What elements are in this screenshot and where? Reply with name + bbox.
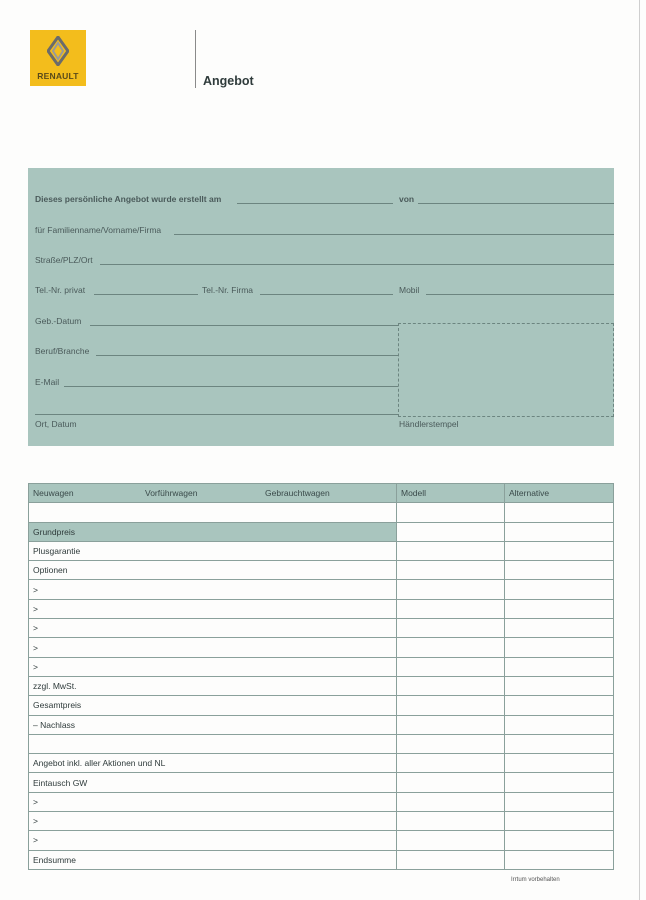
dealer-stamp-box: [398, 323, 614, 417]
alternative-value-cell[interactable]: [505, 619, 614, 638]
table-row: [29, 831, 614, 850]
alternative-value-cell[interactable]: [505, 599, 614, 618]
table-row: [29, 580, 614, 599]
row-label: >: [29, 657, 397, 676]
table-row: [29, 734, 614, 753]
created-date-field[interactable]: [237, 203, 393, 204]
mobile-field[interactable]: [426, 294, 614, 295]
profession-label: Beruf/Branche: [35, 346, 90, 356]
table-row: [29, 503, 614, 522]
row-label: >: [29, 831, 397, 850]
model-value-cell[interactable]: [397, 696, 505, 715]
alternative-value-cell[interactable]: [505, 754, 614, 773]
model-value-cell[interactable]: [397, 754, 505, 773]
model-value-cell[interactable]: [397, 541, 505, 560]
model-value-cell[interactable]: [397, 812, 505, 831]
alternative-value-cell[interactable]: [505, 541, 614, 560]
profession-field[interactable]: [96, 355, 398, 356]
alternative-value-cell[interactable]: [505, 657, 614, 676]
mobile-label: Mobil: [399, 285, 420, 295]
birthdate-field[interactable]: [90, 325, 398, 326]
page-title: Angebot: [203, 74, 254, 88]
row-label: >: [29, 599, 397, 618]
alternative-value-cell[interactable]: [505, 696, 614, 715]
model-value-cell[interactable]: [397, 850, 505, 869]
table-row: [29, 812, 614, 831]
row-label: Gesamtpreis: [29, 696, 397, 715]
model-value-cell[interactable]: [397, 522, 505, 541]
model-value-cell[interactable]: [397, 792, 505, 811]
alternative-value-cell[interactable]: [505, 676, 614, 695]
row-label: >: [29, 638, 397, 657]
table-header: [29, 484, 614, 503]
row-label: Angebot inkl. aller Aktionen und NL: [29, 754, 397, 773]
row-label: >: [29, 580, 397, 599]
header-divider: [195, 30, 196, 88]
table-row: [29, 619, 614, 638]
table-row: [29, 792, 614, 811]
header-demo-car[interactable]: Vorführwagen: [145, 488, 198, 499]
table-row: [29, 657, 614, 676]
row-label: [29, 503, 397, 522]
footnote: Irrtum vorbehalten: [511, 877, 560, 883]
alternative-value-cell[interactable]: [505, 792, 614, 811]
alternative-value-cell[interactable]: [505, 503, 614, 522]
row-label: Grundpreis: [29, 522, 397, 541]
birthdate-label: Geb.-Datum: [35, 316, 82, 326]
header-alternative: Alternative: [505, 484, 614, 503]
alternative-value-cell[interactable]: [505, 522, 614, 541]
header-model: Modell: [397, 484, 505, 503]
row-label: [29, 734, 397, 753]
created-label: Dieses persönliche Angebot wurde erstellt am: [35, 194, 222, 204]
email-field[interactable]: [64, 386, 398, 387]
customer-form: [28, 168, 614, 446]
renault-diamond-icon: [47, 36, 69, 66]
address-label: Straße/PLZ/Ort: [35, 255, 93, 265]
renault-logo: [30, 30, 86, 86]
alternative-value-cell[interactable]: [505, 561, 614, 580]
model-value-cell[interactable]: [397, 831, 505, 850]
table-row: [29, 676, 614, 695]
von-field[interactable]: [418, 203, 614, 204]
tel-company-field[interactable]: [260, 294, 393, 295]
row-label: >: [29, 812, 397, 831]
model-value-cell[interactable]: [397, 503, 505, 522]
vehicle-type-header: [29, 484, 397, 503]
brand-name: RENAULT: [37, 71, 79, 81]
row-label: zzgl. MwSt.: [29, 676, 397, 695]
row-label: >: [29, 792, 397, 811]
table-row: [29, 754, 614, 773]
model-value-cell[interactable]: [397, 638, 505, 657]
name-field[interactable]: [174, 234, 614, 235]
table-row: [29, 599, 614, 618]
tel-private-label: Tel.-Nr. privat: [35, 285, 86, 295]
place-date-label: Ort, Datum: [35, 419, 77, 429]
model-value-cell[interactable]: [397, 676, 505, 695]
row-label: >: [29, 619, 397, 638]
alternative-value-cell[interactable]: [505, 773, 614, 792]
name-label: für Familienname/Vorname/Firma: [35, 225, 162, 235]
place-date-field[interactable]: [35, 414, 398, 415]
alternative-value-cell[interactable]: [505, 734, 614, 753]
tel-private-field[interactable]: [94, 294, 198, 295]
alternative-value-cell[interactable]: [505, 580, 614, 599]
model-value-cell[interactable]: [397, 657, 505, 676]
model-value-cell[interactable]: [397, 561, 505, 580]
alternative-value-cell[interactable]: [505, 831, 614, 850]
header-used-car[interactable]: Gebrauchtwagen: [265, 488, 330, 499]
alternative-value-cell[interactable]: [505, 812, 614, 831]
dealer-stamp-label: Händlerstempel: [399, 419, 459, 429]
alternative-value-cell[interactable]: [505, 638, 614, 657]
page-edge: [639, 0, 640, 900]
table-row: [29, 522, 614, 541]
row-label: – Nachlass: [29, 715, 397, 734]
model-value-cell[interactable]: [397, 773, 505, 792]
table-row: [29, 850, 614, 869]
alternative-value-cell[interactable]: [505, 715, 614, 734]
von-label: von: [399, 194, 415, 204]
model-value-cell[interactable]: [397, 599, 505, 618]
row-label: Eintausch GW: [29, 773, 397, 792]
model-value-cell[interactable]: [397, 619, 505, 638]
alternative-value-cell[interactable]: [505, 850, 614, 869]
table-row: [29, 773, 614, 792]
table-row: [29, 715, 614, 734]
model-value-cell[interactable]: [397, 734, 505, 753]
tel-company-label: Tel.-Nr. Firma: [202, 285, 253, 295]
row-label: Plusgarantie: [29, 541, 397, 560]
price-table: [28, 483, 614, 870]
model-value-cell[interactable]: [397, 580, 505, 599]
row-label: Endsumme: [29, 850, 397, 869]
address-field[interactable]: [100, 264, 614, 265]
table-row: [29, 541, 614, 560]
table-row: [29, 561, 614, 580]
row-label: Optionen: [29, 561, 397, 580]
model-value-cell[interactable]: [397, 715, 505, 734]
header-new-car[interactable]: Neuwagen: [33, 488, 74, 499]
table-row: [29, 696, 614, 715]
email-label: E-Mail: [35, 377, 60, 387]
table-row: [29, 638, 614, 657]
